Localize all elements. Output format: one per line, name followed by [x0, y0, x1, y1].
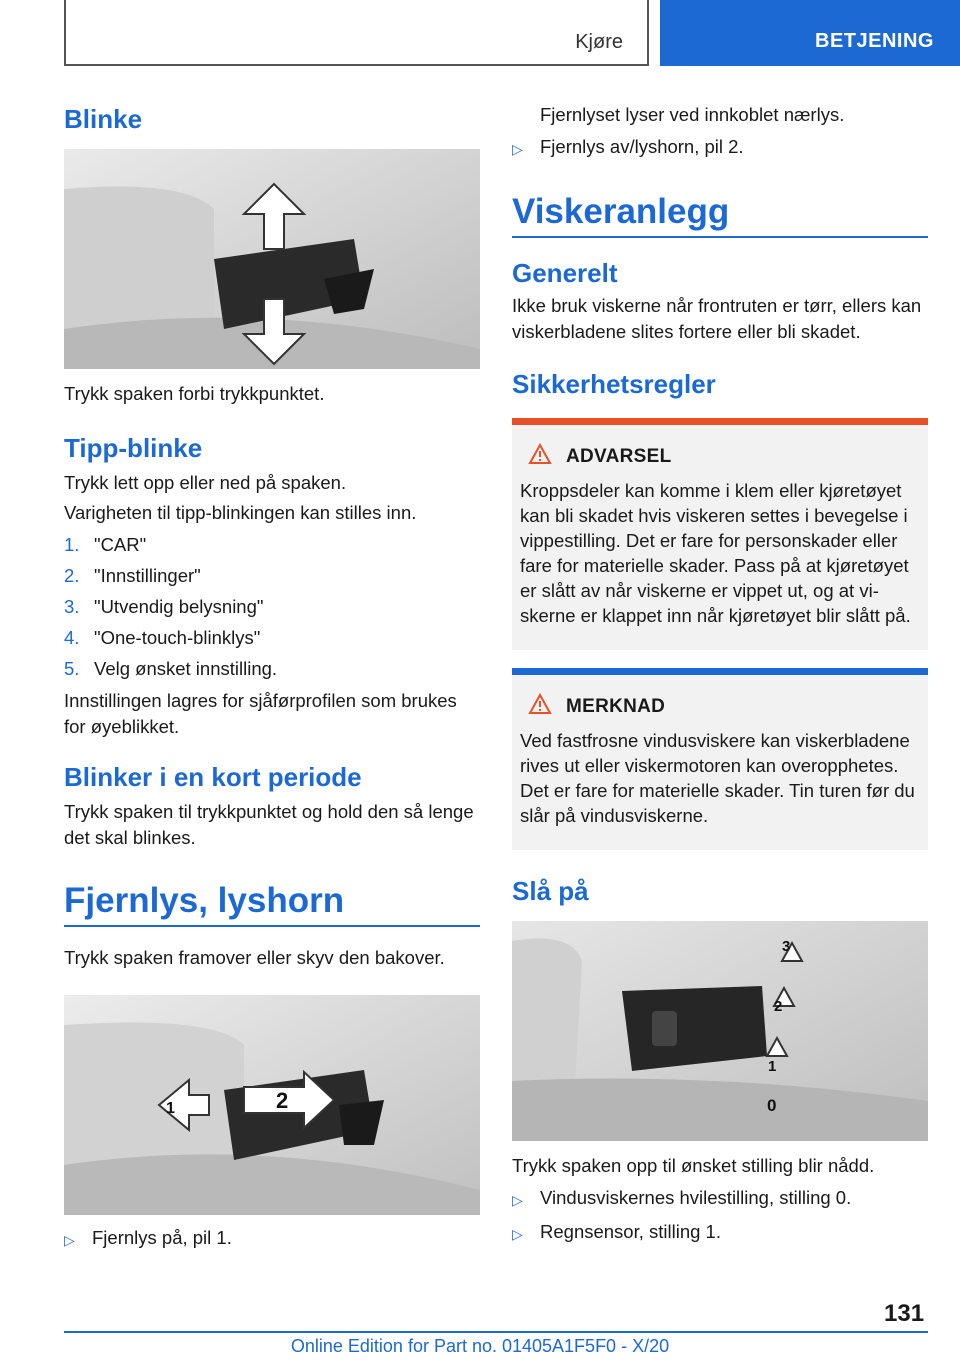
- warning-header: [520, 443, 920, 470]
- step-text: "One-touch-blinklys": [94, 627, 261, 648]
- step-number: 2.: [64, 565, 80, 586]
- figure-label-1: 1: [768, 1058, 777, 1075]
- heading-sla-pa: Slå på: [512, 876, 589, 906]
- heading-fjernlys: Fjernlys, lyshorn: [64, 881, 480, 927]
- warning-triangle-icon: [528, 693, 552, 720]
- text-lagres: Innstillingen lagres for sjåførprofilen som brukes for øyeblikket.: [64, 690, 457, 737]
- step-number: 4.: [64, 627, 80, 648]
- bullet-text: Fjernlys av/lyshorn, pil 2.: [540, 136, 744, 157]
- step-text: "Utvendig belysning": [94, 596, 264, 617]
- fjernlys-bullets: [64, 1225, 480, 1253]
- step-number: 1.: [64, 534, 80, 555]
- triangle-bullet-icon: ▷: [512, 1226, 523, 1242]
- triangle-bullet-icon: ▷: [512, 1192, 523, 1208]
- header-box: [64, 0, 649, 66]
- note-text: Ved fastfrosne vindusviskere kan viskerbladene rives ut eller viskermotoren kan overopphetes. Det er fare for materielle skader. Tin turen før du slår på vindusviskerne.: [520, 730, 915, 826]
- note-box: [512, 668, 928, 850]
- text-tipp-2: Varigheten til tipp-blinkingen kan stilles inn.: [64, 502, 417, 523]
- warning-text: Kroppsdeler kan komme i klem eller kjøretøyet kan bli skadet hvis viskeren settes i bevegelse i vippestilling. Det er fare for personskader eller fare for materielle skader. Pass på at kjøretøyet er slått av når viskerne er vippet ut, og at viskerne er klappet inn når kjøretøyet blir slått på.: [520, 480, 911, 626]
- figure-blinke: [64, 149, 480, 369]
- bullet-text: Regnsensor, stilling 1.: [540, 1221, 721, 1242]
- text-fjernlys-cont: Fjernlyset lyser ved innkoblet nærlys.: [540, 104, 845, 125]
- list-item: [64, 656, 480, 682]
- list-item: [64, 594, 480, 620]
- figure-label-2: 2: [276, 1088, 289, 1113]
- figure-label-1: 1: [166, 1100, 175, 1117]
- list-item: [512, 1219, 928, 1247]
- heading-blinke: Blinke: [64, 104, 143, 134]
- fjernlys-av-bullets: [512, 134, 928, 162]
- text-generelt: Ikke bruk viskerne når frontruten er tørr, ellers kan viskerbladene slites fortere eller bli skadet.: [512, 295, 922, 342]
- heading-sikkerhet: Sikkerhetsregler: [512, 369, 716, 399]
- figure-fjernlys: [64, 995, 480, 1215]
- figure-label-3: 3: [782, 938, 791, 955]
- bullet-text: Vindusviskernes hvilestilling, stilling 0.: [540, 1187, 852, 1208]
- triangle-bullet-icon: ▷: [512, 141, 523, 157]
- header-chapter: BETJENING: [660, 0, 960, 66]
- steps-list: [64, 532, 480, 682]
- right-column: [512, 90, 928, 1253]
- list-item: [512, 134, 928, 162]
- list-item: [64, 625, 480, 651]
- sla-pa-bullets: [512, 1185, 928, 1247]
- left-column: [64, 90, 480, 1259]
- triangle-bullet-icon: ▷: [64, 1232, 75, 1248]
- warning-label: ADVARSEL: [566, 445, 672, 467]
- figure-sla-pa: [512, 921, 928, 1141]
- text-blinke: Trykk spaken forbi trykkpunktet.: [64, 383, 325, 404]
- step-text: "Innstillinger": [94, 565, 201, 586]
- heading-tipp: Tipp-blinke: [64, 433, 203, 463]
- text-kort: Trykk spaken til trykkpunktet og hold den så lenge det skal blinkes.: [64, 801, 474, 848]
- figure-label-0: 0: [767, 1096, 777, 1115]
- note-header: [520, 693, 920, 720]
- step-text: "CAR": [94, 534, 147, 555]
- list-item: [64, 532, 480, 558]
- footer-divider: [64, 1331, 928, 1333]
- step-number: 5.: [64, 658, 80, 679]
- list-item: [64, 563, 480, 589]
- text-fjernlys: Trykk spaken framover eller skyv den bakover.: [64, 947, 445, 968]
- step-number: 3.: [64, 596, 80, 617]
- heading-viskeranlegg: Viskeranlegg: [512, 192, 928, 238]
- warning-triangle-icon: [528, 443, 552, 470]
- bullet-text: Fjernlys på, pil 1.: [92, 1227, 232, 1248]
- page-number: 131: [884, 1300, 925, 1327]
- heading-generelt: Generelt: [512, 258, 618, 288]
- step-text: Velg ønsket innstilling.: [94, 658, 278, 679]
- note-label: MERKNAD: [566, 695, 666, 717]
- list-item: [512, 1185, 928, 1213]
- footer-text: Online Edition for Part no. 01405A1F5F0 - X/20: [290, 1336, 670, 1356]
- list-item: [64, 1225, 480, 1253]
- text-tipp-1: Trykk lett opp eller ned på spaken.: [64, 472, 347, 493]
- heading-kort: Blinker i en kort periode: [64, 762, 362, 792]
- header-section: Kjøre: [575, 31, 623, 53]
- warning-box: [512, 418, 928, 650]
- text-sla-pa: Trykk spaken opp til ønsket stilling blir nådd.: [512, 1155, 875, 1176]
- figure-label-2: 2: [774, 998, 783, 1015]
